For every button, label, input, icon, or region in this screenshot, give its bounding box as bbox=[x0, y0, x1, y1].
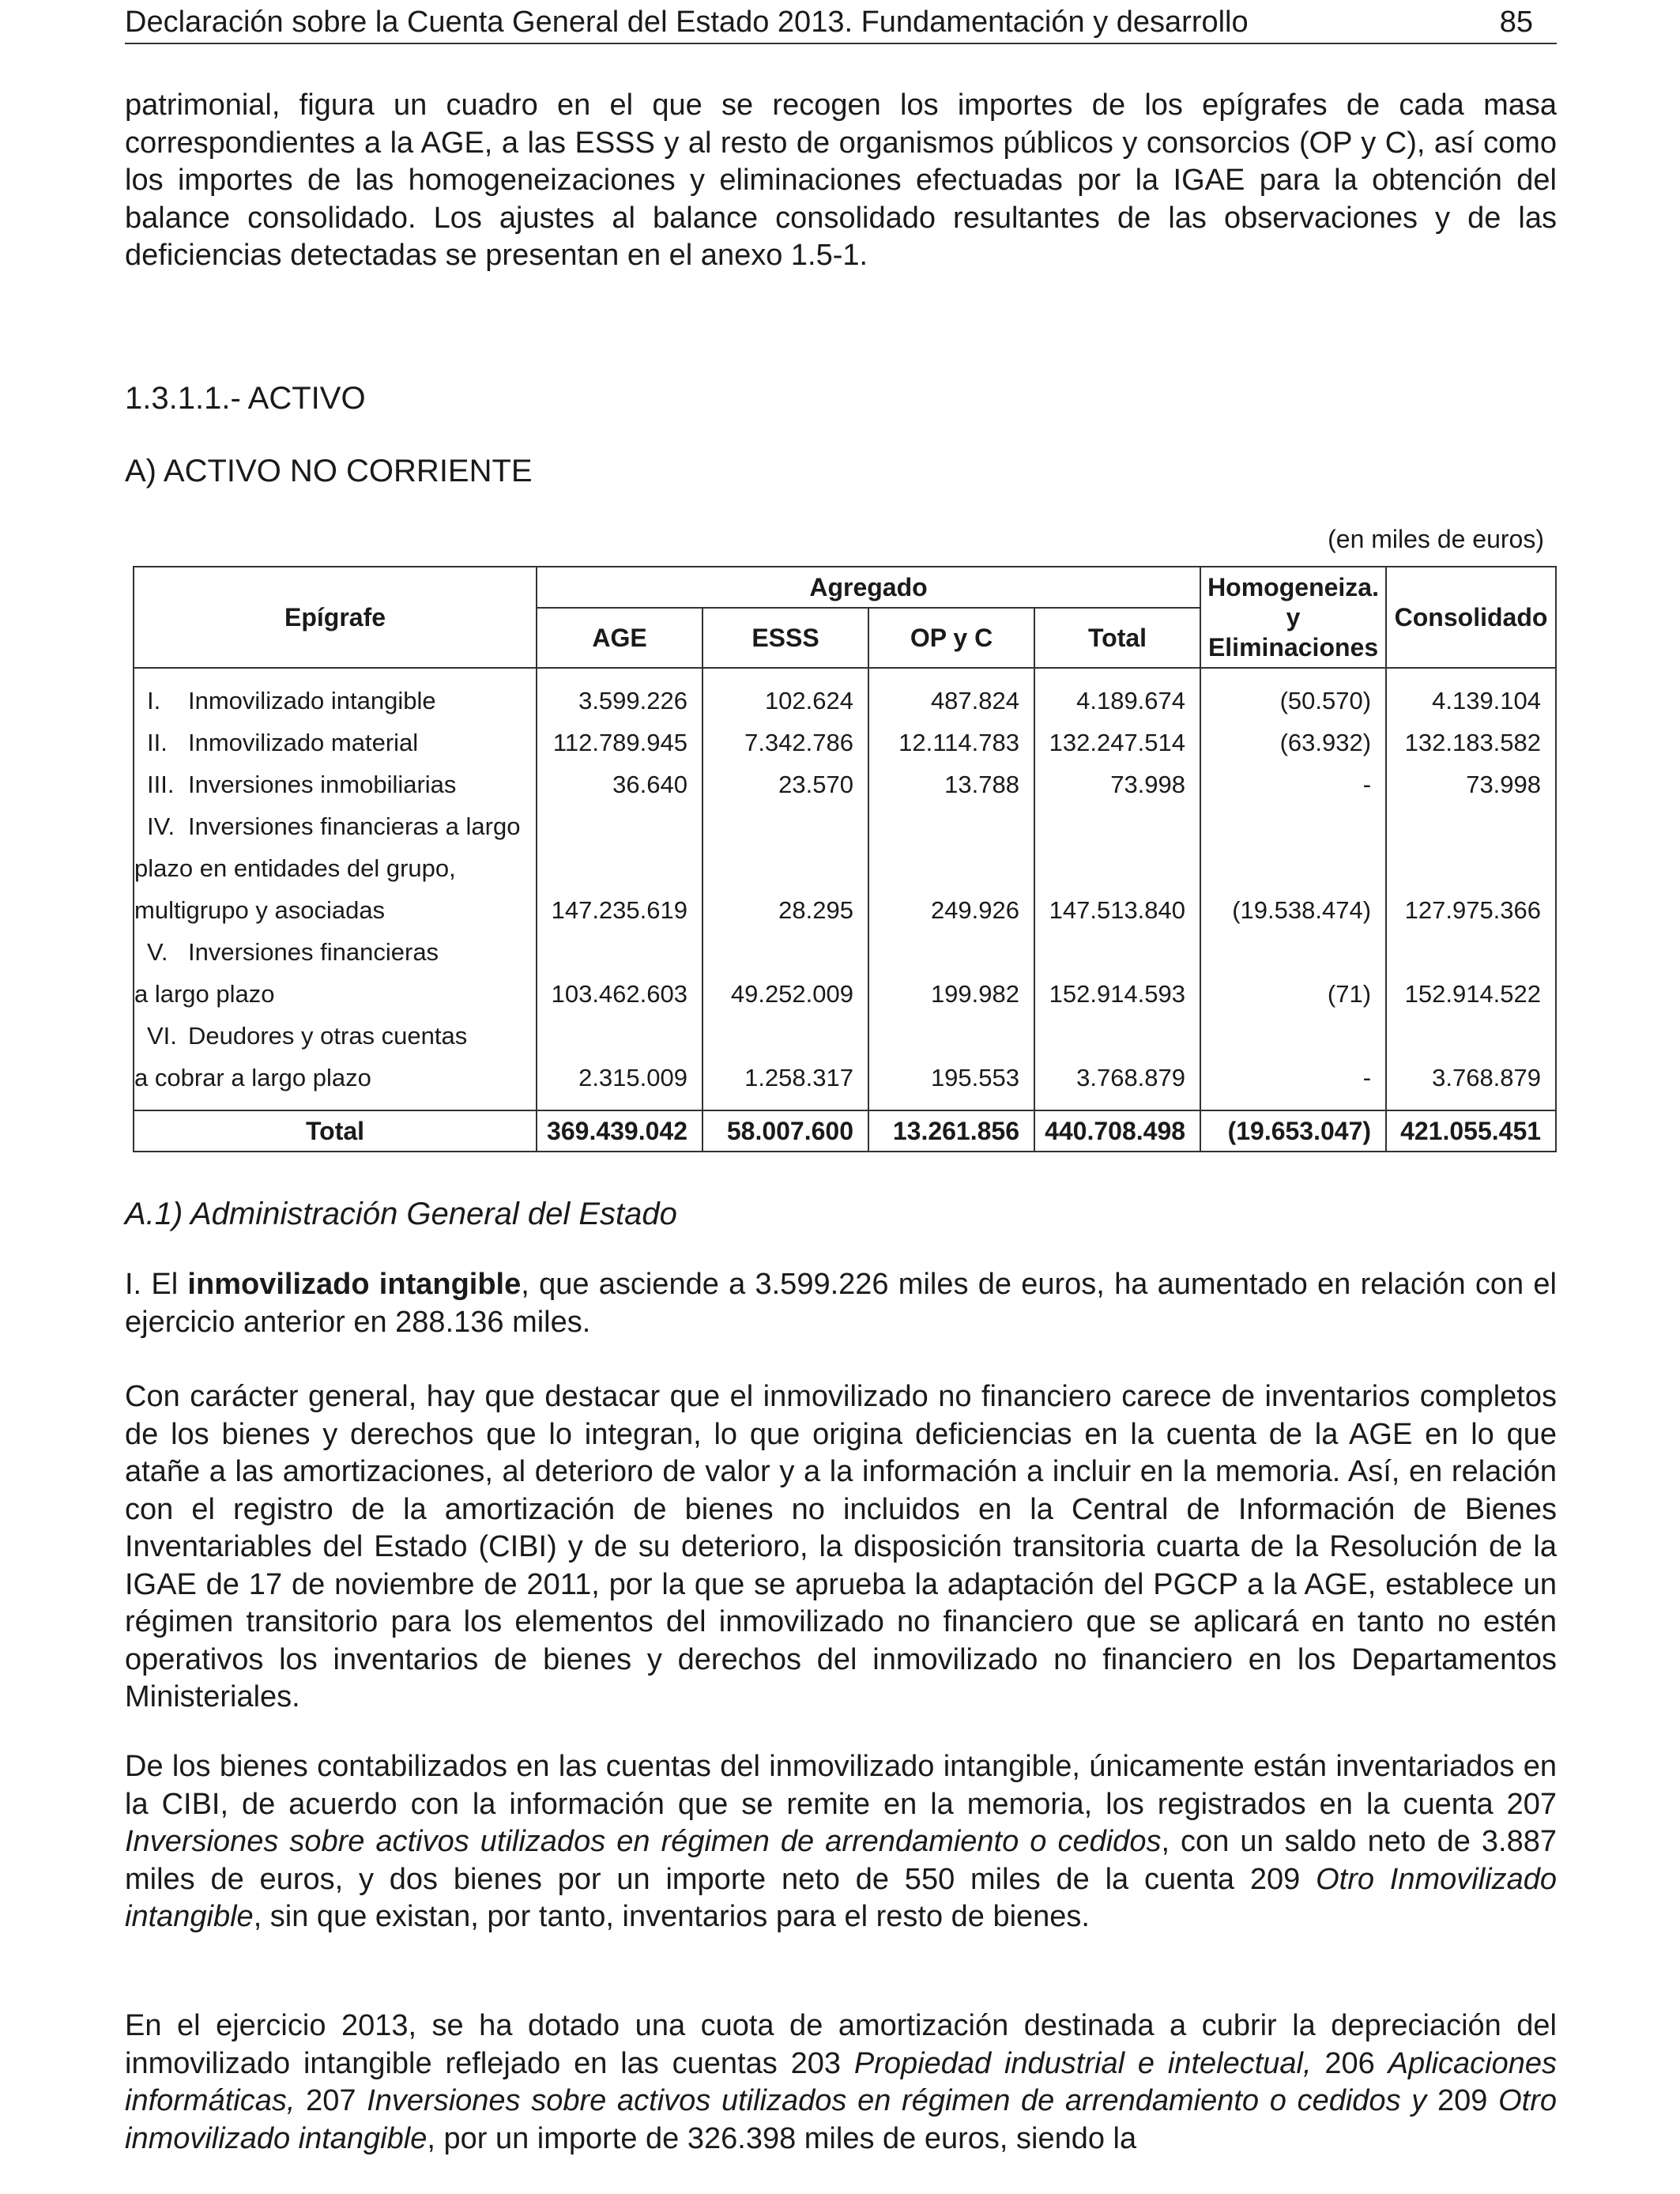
cell-opyc: 195.553 bbox=[868, 1057, 1034, 1110]
a1-heading: A.1) Administración General del Estado bbox=[125, 1197, 677, 1231]
cell-esss: 28.295 bbox=[703, 889, 868, 931]
cell-opyc: 487.824 bbox=[868, 668, 1034, 722]
table-row bbox=[134, 805, 1556, 847]
row-label-line3: multigrupo y asociadas bbox=[134, 889, 537, 931]
page-number: 85 bbox=[1499, 6, 1533, 39]
document-title: Declaración sobre la Cuenta General del Estado 2013. Fundamentación y desarrollo bbox=[125, 6, 1249, 39]
cell-total: 3.768.879 bbox=[1034, 1057, 1200, 1110]
row-label-line1: Inversiones financieras a largo bbox=[188, 812, 521, 840]
cell-age: 103.462.603 bbox=[537, 973, 703, 1015]
row-label: Inmovilizado intangible bbox=[188, 687, 436, 714]
cell-homog: - bbox=[1200, 1057, 1386, 1110]
total-age: 369.439.042 bbox=[537, 1110, 703, 1152]
paragraph-inmovilizado: I. El inmovilizado intangible, que asciende a 3.599.226 miles de euros, ha aumentado en relación con el ejercicio anterior en 288.136 miles. bbox=[125, 1268, 1557, 1339]
cell-age: 3.599.226 bbox=[537, 668, 703, 722]
paragraph-caracter-general: Con carácter general, hay que destacar que el inmovilizado no financiero carece de inventarios completos de los bienes y derechos que lo integran, lo que origina deficiencias en la cuenta de la AGE en lo que atañe a las amortizaciones, al deterioro de valor y a la información a incluir en la memoria. Así, en relación con el registro de la amortización de bienes no incluidos en la Central de Información de Bienes Inventariables del Estado (CIBI) y de su deterioro, la disposición transitoria cuarta de la Resolución de la IGAE de 17 de noviembre de 2011, por la que se aprueba la adaptación del PGCP a la AGE, establece un régimen transitorio para los elementos del inmovilizado no financiero que se aplicará en tanto no estén operativos los inventarios de bienes y derechos del inmovilizado no financiero en los Departamentos Ministeriales. bbox=[125, 1380, 1557, 1713]
cell-esss: 23.570 bbox=[703, 763, 868, 805]
cell-opyc: 13.788 bbox=[868, 763, 1034, 805]
cell-homog: - bbox=[1200, 763, 1386, 805]
units-note: (en miles de euros) bbox=[1328, 525, 1544, 553]
total-opyc: 13.261.856 bbox=[868, 1110, 1034, 1152]
intro-paragraph: patrimonial, figura un cuadro en el que se recogen los importes de los epígrafes de cada masa correspondientes a la AGE, a las ESSS y al resto de organismos públicos y consorcios (OP y C), así como los importes de las homogeneizaciones y eliminaciones efectuadas por la IGAE para la obtención del balance consolidado. Los ajustes al balance consolidado resultantes de las observaciones y de las deficiencias detectadas se presentan en el anexo 1.5-1. bbox=[125, 89, 1557, 272]
row-roman: I. bbox=[147, 687, 161, 714]
row-label-line2: a cobrar a largo plazo bbox=[134, 1057, 537, 1110]
cell-homog: (19.538.474) bbox=[1200, 889, 1386, 931]
cell-consolidado: 127.975.366 bbox=[1386, 889, 1556, 931]
row-label-line1: Inversiones financieras bbox=[188, 938, 439, 966]
table-row-continuation bbox=[134, 847, 1556, 889]
total-consolidado: 421.055.451 bbox=[1386, 1110, 1556, 1152]
total-label: Total bbox=[134, 1110, 537, 1152]
subsection-heading: A) ACTIVO NO CORRIENTE bbox=[125, 454, 533, 488]
cell-homog: (50.570) bbox=[1200, 668, 1386, 722]
activo-no-corriente-table bbox=[133, 566, 1557, 1152]
cell-age: 2.315.009 bbox=[537, 1057, 703, 1110]
cell-esss: 1.258.317 bbox=[703, 1057, 868, 1110]
header-homog-line3: Eliminaciones bbox=[1207, 633, 1379, 662]
paragraph-amortizacion: En el ejercicio 2013, se ha dotado una cuota de amortización destinada a cubrir la depreciación del inmovilizado intangible reflejado en las cuentas 203 Propiedad industrial e intelectual, 206 Aplicaciones informáticas, 207 Inversiones sobre activos utilizados en régimen de arrendamiento o cedidos y 209 Otro inmovilizado intangible, por un importe de 326.398 miles de euros, siendo la bbox=[125, 2009, 1557, 2155]
table-row bbox=[134, 722, 1556, 763]
cell-esss: 7.342.786 bbox=[703, 722, 868, 763]
header-agregado: Agregado bbox=[537, 567, 1200, 608]
cell-consolidado: 4.139.104 bbox=[1386, 668, 1556, 722]
header-age: AGE bbox=[537, 608, 703, 668]
row-label-line1: Deudores y otras cuentas bbox=[188, 1022, 468, 1050]
cell-consolidado: 73.998 bbox=[1386, 763, 1556, 805]
total-total: 440.708.498 bbox=[1034, 1110, 1200, 1152]
table-total-row bbox=[134, 1110, 1556, 1152]
header-opyc: OP y C bbox=[868, 608, 1034, 668]
page-header bbox=[125, 2, 1557, 44]
header-consolidado: Consolidado bbox=[1386, 567, 1556, 668]
header-homogeneizaciones bbox=[1200, 567, 1386, 668]
row-label: Inmovilizado material bbox=[188, 729, 419, 756]
row-roman: V. bbox=[147, 938, 168, 966]
header-homog-line2: y bbox=[1286, 603, 1301, 631]
cell-consolidado: 152.914.522 bbox=[1386, 973, 1556, 1015]
table-row bbox=[134, 668, 1556, 722]
cell-age: 147.235.619 bbox=[537, 889, 703, 931]
total-esss: 58.007.600 bbox=[703, 1110, 868, 1152]
cell-consolidado: 3.768.879 bbox=[1386, 1057, 1556, 1110]
row-roman: IV. bbox=[147, 812, 175, 840]
row-roman: VI. bbox=[147, 1022, 177, 1050]
table-row bbox=[134, 763, 1556, 805]
cell-age: 36.640 bbox=[537, 763, 703, 805]
header-total: Total bbox=[1034, 608, 1200, 668]
cell-total: 147.513.840 bbox=[1034, 889, 1200, 931]
row-roman: III. bbox=[147, 771, 175, 798]
row-roman: II. bbox=[147, 729, 168, 756]
table-row-continuation bbox=[134, 889, 1556, 931]
table-row-continuation bbox=[134, 1057, 1556, 1110]
row-label: Inversiones inmobiliarias bbox=[188, 771, 457, 798]
total-homog: (19.653.047) bbox=[1200, 1110, 1386, 1152]
row-label-line2: plazo en entidades del grupo, bbox=[134, 847, 537, 889]
cell-opyc: 249.926 bbox=[868, 889, 1034, 931]
table-row bbox=[134, 1015, 1556, 1057]
header-esss: ESSS bbox=[703, 608, 868, 668]
cell-esss: 49.252.009 bbox=[703, 973, 868, 1015]
cell-total: 132.247.514 bbox=[1034, 722, 1200, 763]
cell-opyc: 12.114.783 bbox=[868, 722, 1034, 763]
table-row-continuation bbox=[134, 973, 1556, 1015]
header-homog-line1: Homogeneiza. bbox=[1207, 573, 1379, 601]
row-label-line2: a largo plazo bbox=[134, 973, 537, 1015]
section-heading: 1.3.1.1.- ACTIVO bbox=[125, 381, 366, 416]
table-row bbox=[134, 931, 1556, 973]
cell-total: 152.914.593 bbox=[1034, 973, 1200, 1015]
header-epigrafe: Epígrafe bbox=[134, 567, 537, 668]
cell-opyc: 199.982 bbox=[868, 973, 1034, 1015]
paragraph-bienes-contabilizados: De los bienes contabilizados en las cuentas del inmovilizado intangible, únicamente están inventariados en la CIBI, de acuerdo con la información que se remite en la memoria, los registrados en la cuenta 207 Inversiones sobre activos utilizados en régimen de arrendamiento o cedidos, con un saldo neto de 3.887 miles de euros, y dos bienes por un importe neto de 550 miles de la cuenta 209 Otro Inmovilizado intangible, sin que existan, por tanto, inventarios para el resto de bienes. bbox=[125, 1750, 1557, 1933]
cell-homog: (71) bbox=[1200, 973, 1386, 1015]
cell-age: 112.789.945 bbox=[537, 722, 703, 763]
cell-total: 73.998 bbox=[1034, 763, 1200, 805]
cell-total: 4.189.674 bbox=[1034, 668, 1200, 722]
cell-homog: (63.932) bbox=[1200, 722, 1386, 763]
cell-consolidado: 132.183.582 bbox=[1386, 722, 1556, 763]
bold-term: inmovilizado intangible bbox=[187, 1268, 522, 1301]
cell-esss: 102.624 bbox=[703, 668, 868, 722]
